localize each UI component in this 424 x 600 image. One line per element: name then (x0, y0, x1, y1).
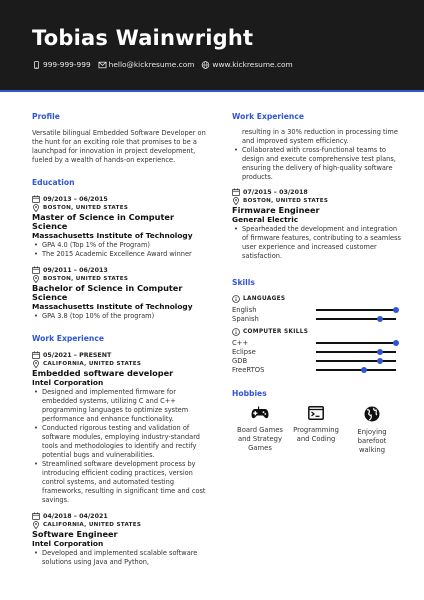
skill-row (232, 314, 402, 323)
skill-level-marker (393, 340, 399, 346)
skill-level-bar (316, 342, 396, 344)
education-item (32, 266, 210, 321)
calendar-icon (32, 266, 40, 274)
work-bullets (32, 549, 210, 567)
education-location-text: BOSTON, UNITED STATES (43, 276, 129, 282)
skill-name: C++ (232, 338, 249, 347)
list-item: • GPA 3.8 (top 10% of the program) (32, 312, 210, 321)
computer-skills-list (232, 338, 402, 374)
computer-skills-heading (232, 328, 402, 336)
hobby-label: Board Games and Strategy Games (237, 426, 283, 452)
work-item (32, 351, 210, 505)
languages-heading-text: LANGUAGES (243, 296, 286, 302)
work-dates-text: 04/2018 – 04/2021 (43, 512, 108, 520)
skills-heading: Skills (232, 278, 255, 287)
skill-row (232, 338, 402, 347)
skill-level-bar (316, 309, 396, 311)
education-bullets (32, 312, 210, 321)
hobbies-list (232, 406, 402, 455)
resume-header (0, 0, 424, 90)
hobby-item (288, 406, 344, 455)
calendar-icon (32, 351, 40, 359)
work-location-text: CALIFORNIA, UNITED STATES (43, 361, 142, 367)
candidate-name: Tobias Wainwright (32, 26, 254, 50)
info-circle-icon (232, 328, 240, 336)
education-dates-text: 09/2013 – 06/2015 (43, 195, 108, 203)
calendar-icon (32, 512, 40, 520)
work-bullets-continued (232, 128, 402, 182)
skill-level-bar (316, 318, 396, 320)
skill-level-marker (393, 307, 399, 313)
location-pin-icon (32, 360, 40, 368)
list-item: • Designed and implemented firmware for embedded systems, utilizing C and C++ programming languages to optimize system performance and enhance functionality. (32, 388, 210, 424)
work-dates-text: 05/2021 – PRESENT (43, 351, 112, 359)
location-pin-icon (232, 197, 240, 205)
info-circle-icon (232, 295, 240, 303)
education-location (32, 204, 210, 212)
phone-text: 999-999-999 (43, 60, 91, 69)
work-location-text: BOSTON, UNITED STATES (243, 198, 329, 204)
languages-list (232, 305, 402, 323)
work-location (32, 521, 210, 529)
contact-line (32, 60, 300, 69)
skill-level-marker (377, 358, 383, 364)
list-item: • GPA 4.0 (Top 1% of the Program) (32, 241, 210, 250)
degree-title: Master of Science in Computer Science (32, 212, 174, 231)
company-name: Intel Corporation (32, 378, 104, 387)
education-bullets (32, 241, 210, 259)
left-column (32, 112, 210, 567)
skill-name: English (232, 305, 257, 314)
hobby-label: Programming and Coding (293, 426, 339, 443)
list-item: • Conducted rigorous testing and validation of software modules, employing industry-standard tools and methodologies to identify and rectify potential bugs and vulnerabilities. (32, 424, 210, 460)
work-item (32, 512, 210, 567)
skill-name: Eclipse (232, 347, 256, 356)
work-bullets (232, 225, 402, 261)
profile-text: Versatile bilingual Embedded Software Developer on the hunt for an exciting role that promises to be a launchpad for innovation in project development, fueled by a wealth of hands-on experience. (32, 129, 206, 164)
skill-name: Spanish (232, 314, 259, 323)
location-pin-icon (32, 521, 40, 529)
education-dates-text: 09/2011 – 06/2013 (43, 266, 108, 274)
hobby-item (232, 406, 288, 455)
skill-level-marker (361, 367, 367, 373)
terminal-icon (308, 406, 324, 420)
website-text: www.kickresume.com (212, 60, 293, 69)
skill-level-bar (316, 351, 396, 353)
work-dates-text: 07/2015 – 03/2018 (243, 188, 308, 196)
list-item: resulting in a 30% reduction in processing time and improved system efficiency. (242, 128, 398, 145)
degree-title: Bachelor of Science in Computer Science (32, 283, 183, 302)
education-location (32, 275, 210, 283)
right-column (232, 112, 402, 455)
education-item (32, 195, 210, 259)
work-location-text: CALIFORNIA, UNITED STATES (43, 522, 142, 528)
header-accent-line (0, 90, 424, 92)
work-bullets (32, 388, 210, 505)
education-dates (32, 195, 210, 203)
email-text: hello@kickresume.com (108, 60, 195, 69)
computer-skills-heading-text: COMPUTER SKILLS (243, 329, 309, 335)
globe-icon (201, 61, 210, 69)
list-item: • The 2015 Academic Excellence Award winner (32, 250, 210, 259)
company-name: Intel Corporation (32, 539, 104, 548)
skill-level-bar (316, 360, 396, 362)
skill-level-bar (316, 369, 396, 371)
work-dates (32, 351, 210, 359)
work-item (232, 188, 402, 261)
profile-heading: Profile (32, 112, 60, 121)
school-name: Massachusetts Institute of Technology (32, 231, 193, 240)
work-location (32, 360, 210, 368)
work-dates (32, 512, 210, 520)
skill-row (232, 356, 402, 365)
email-contact[interactable] (98, 60, 195, 69)
skill-level-marker (377, 349, 383, 355)
phone-contact (32, 60, 91, 69)
skill-name: FreeRTOS (232, 365, 265, 374)
gamepad-icon (251, 406, 269, 420)
hobbies-heading: Hobbies (232, 389, 267, 398)
hobby-label: Enjoying barefoot walking (357, 428, 387, 454)
skill-level-marker (377, 316, 383, 322)
calendar-icon (232, 188, 240, 196)
education-location-text: BOSTON, UNITED STATES (43, 205, 129, 211)
hobby-item (344, 406, 400, 455)
phone-icon (32, 61, 41, 69)
work-dates (232, 188, 402, 196)
skill-row (232, 347, 402, 356)
location-pin-icon (32, 275, 40, 283)
calendar-icon (32, 195, 40, 203)
job-title: Software Engineer (32, 529, 118, 539)
work-experience-heading: Work Experience (232, 112, 304, 121)
job-title: Firmware Engineer (232, 205, 320, 215)
company-name: General Electric (232, 215, 299, 224)
skill-name: GDB (232, 356, 248, 365)
mail-icon (98, 61, 107, 69)
work-experience-heading: Work Experience (32, 334, 104, 343)
website-contact[interactable] (201, 60, 292, 69)
location-pin-icon (32, 204, 40, 212)
school-name: Massachusetts Institute of Technology (32, 302, 193, 311)
languages-heading (232, 295, 402, 303)
job-title: Embedded software developer (32, 368, 174, 378)
list-item: • Streamlined software development process by introducing efficient coding practices, version control systems, and automated testing frameworks, resulting in significant time and cost savings. (32, 460, 210, 505)
list-item: • Developed and implemented scalable software solutions using Java and Python, (32, 549, 210, 567)
list-item: • Collaborated with cross-functional teams to design and execute comprehensive test plans, ensuring the delivery of high-quality software products. (232, 146, 402, 182)
skill-row (232, 305, 402, 314)
work-location (232, 197, 402, 205)
education-heading: Education (32, 178, 75, 187)
education-dates (32, 266, 210, 274)
globe-icon (364, 406, 380, 422)
list-item: • Spearheaded the development and integration of firmware features, contributing to a seamless user experience and increased customer satisfaction. (232, 225, 402, 261)
skill-row (232, 365, 402, 374)
